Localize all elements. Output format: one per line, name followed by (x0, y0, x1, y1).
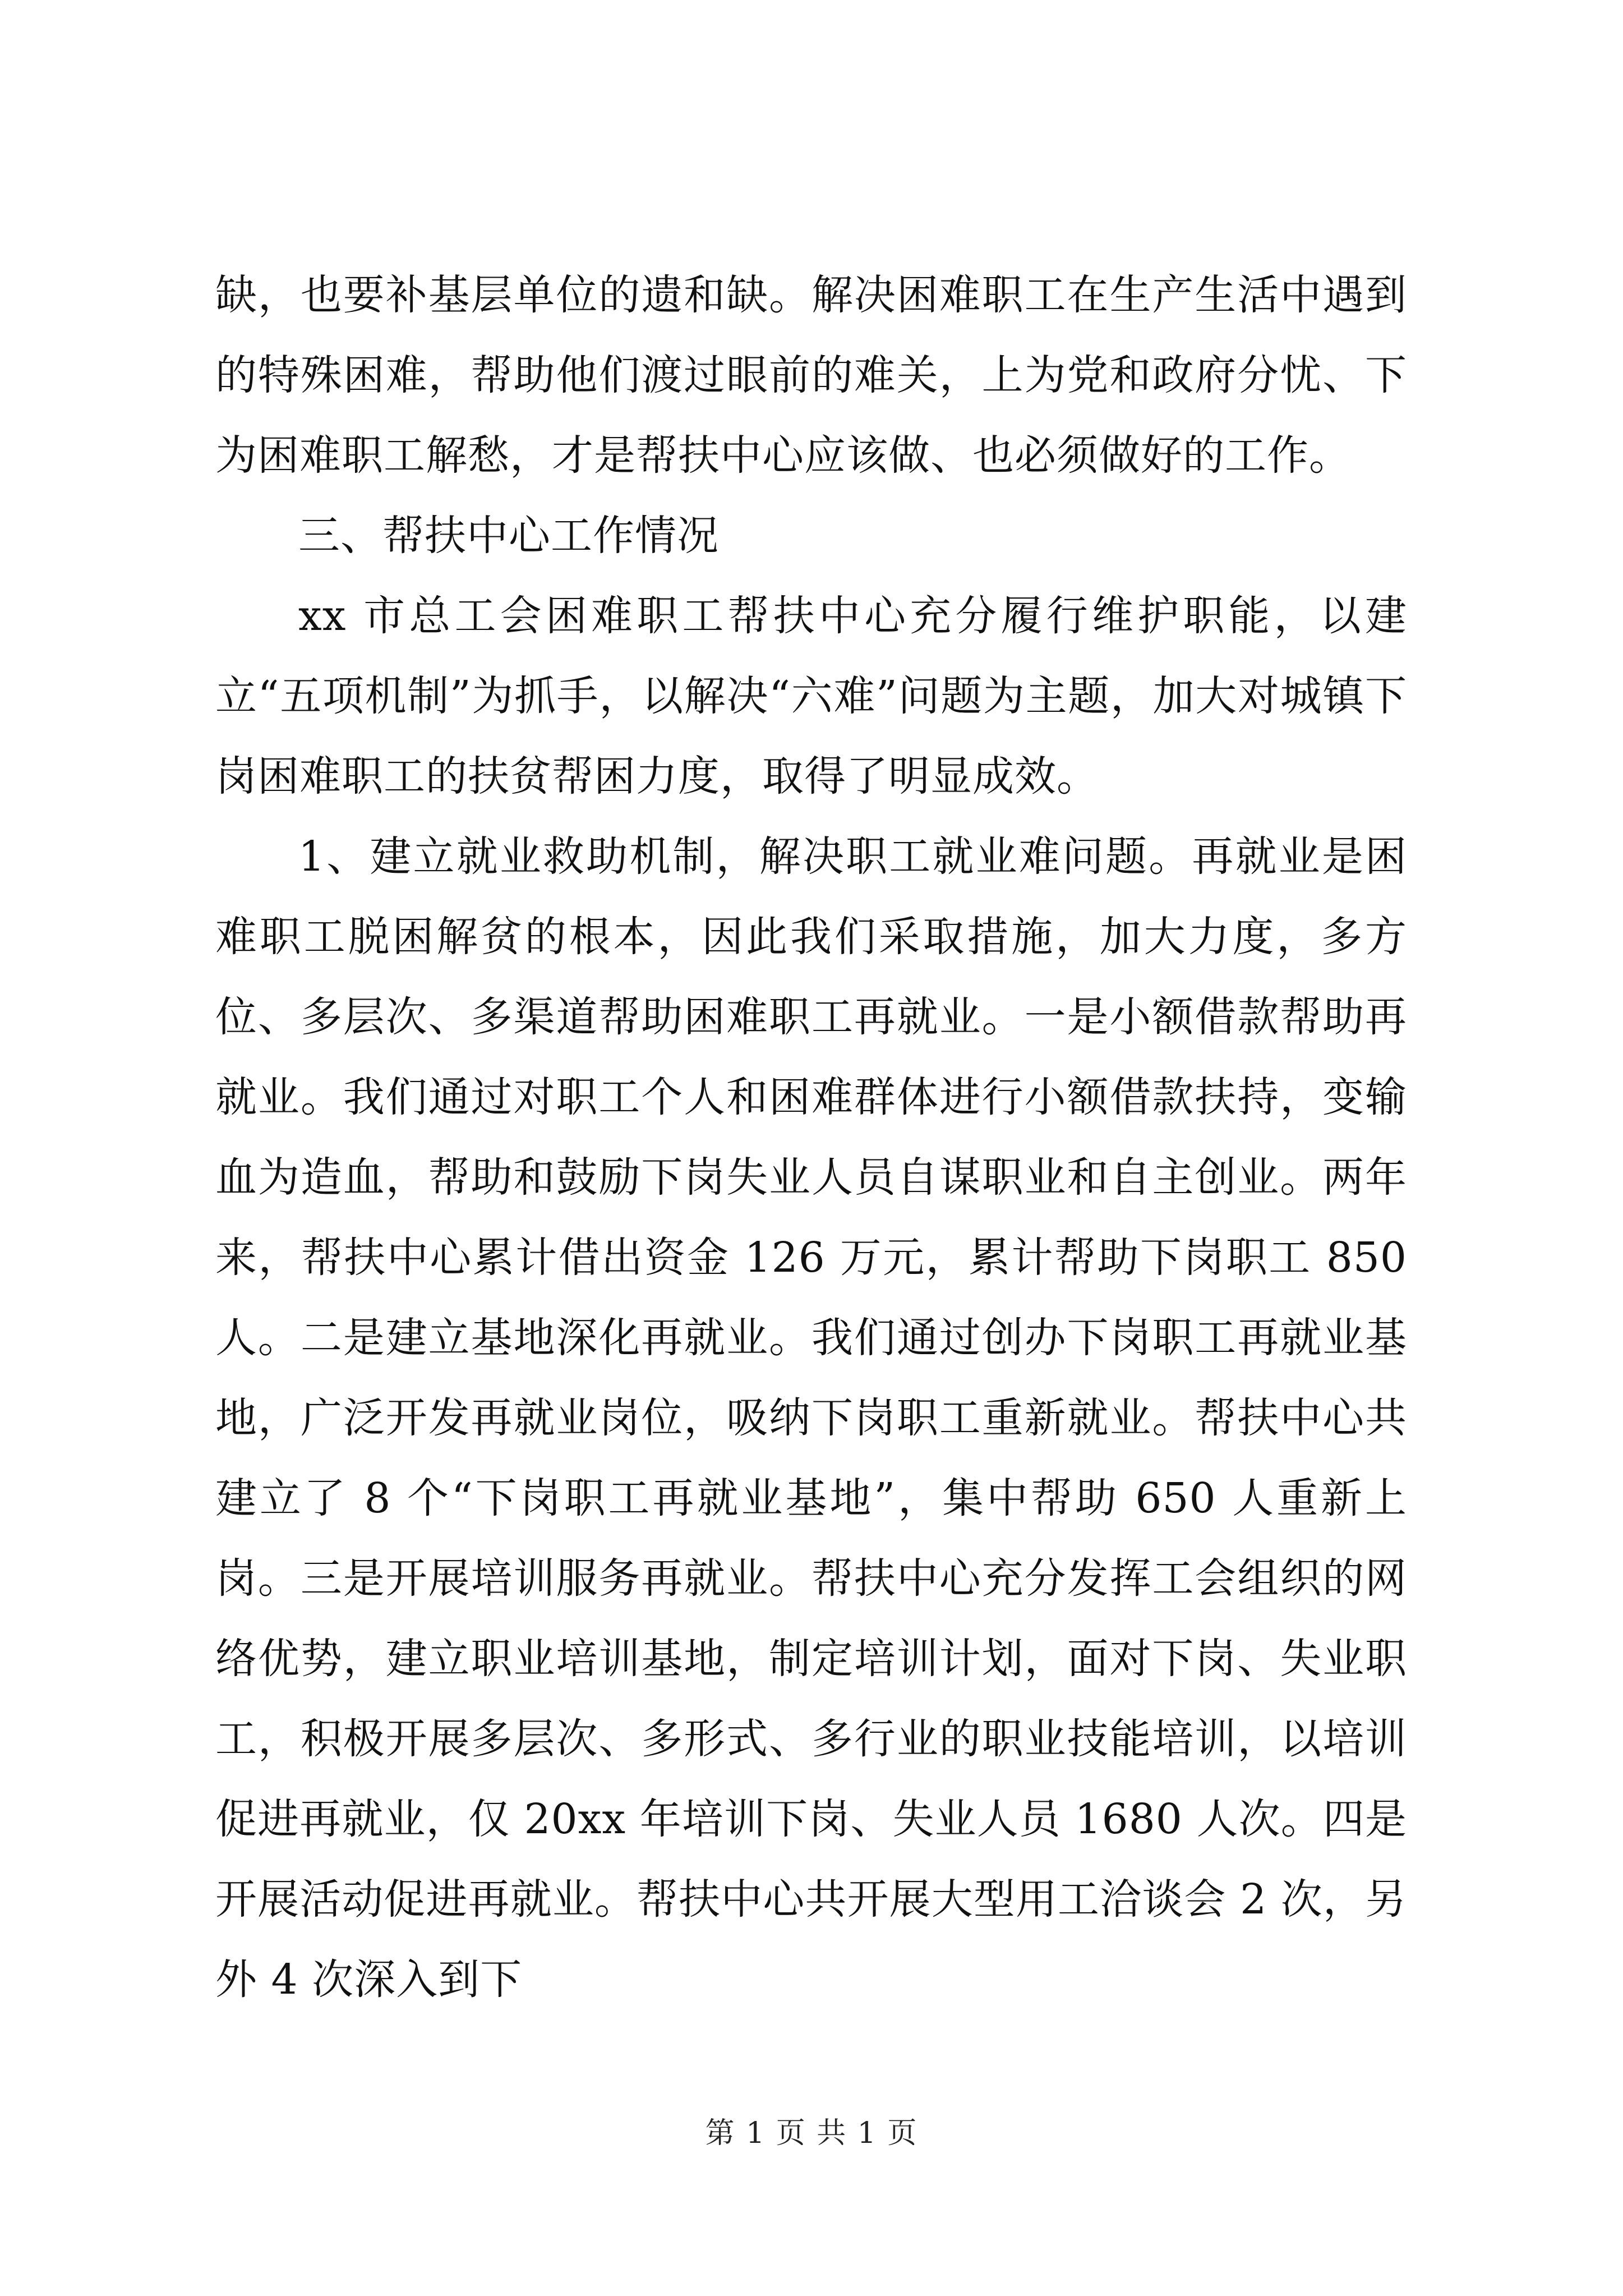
paragraph-intro: xx 市总工会困难职工帮扶中心充分履行维护职能，以建立“五项机制”为抓手，以解决“六难”问题为主题，加大对城镇下岗困难职工的扶贫帮困力度，取得了明显成效。 (215, 592, 1407, 800)
section-heading: 三、帮扶中心工作情况 (298, 512, 719, 560)
paragraph-employment: 1、建立就业救助机制，解决职工就业难问题。再就业是困难职工脱困解贫的根本，因此我们采取措施，加大力度，多方位、多层次、多渠道帮助困难职工再就业。一是小额借款帮助再就业。我们通过对职工个人和困难群体进行小额借款扶持，变输血为造血，帮助和鼓励下岗失业人员自谋职业和自主创业。两年来，帮扶中心累计借出资金 126 万元，累计帮助下岗职工 850 人。二是建立基地深化再就业。我们通过创办下岗职工再就业基地，广泛开发再就业岗位，吸纳下岗职工重新就业。帮扶中心共建立了 8 个“下岗职工再就业基地”，集中帮助 650 人重新上岗。三是开展培训服务再就业。帮扶中心充分发挥工会组织的网络优势，建立职业培训基地，制定培训计划，面对下岗、失业职工，积极开展多层次、多形式、多行业的职业技能培训，以培训促进再就业，仅 20xx 年培训下岗、失业人员 1680 人次。四是开展活动促进再就业。帮扶中心共开展大型用工洽谈会 2 次，另外 4 次深入到下 (215, 832, 1407, 2004)
page-footer: 第 1 页 共 1 页 (705, 2116, 918, 2150)
document-body (215, 255, 1407, 2020)
paragraph-continuation: 缺，也要补基层单位的遗和缺。解决困难职工在生产生活中遇到的特殊困难，帮助他们渡过眼前的难关，上为党和政府分忧、下为困难职工解愁，才是帮扶中心应该做、也必须做好的工作。 (215, 271, 1407, 480)
